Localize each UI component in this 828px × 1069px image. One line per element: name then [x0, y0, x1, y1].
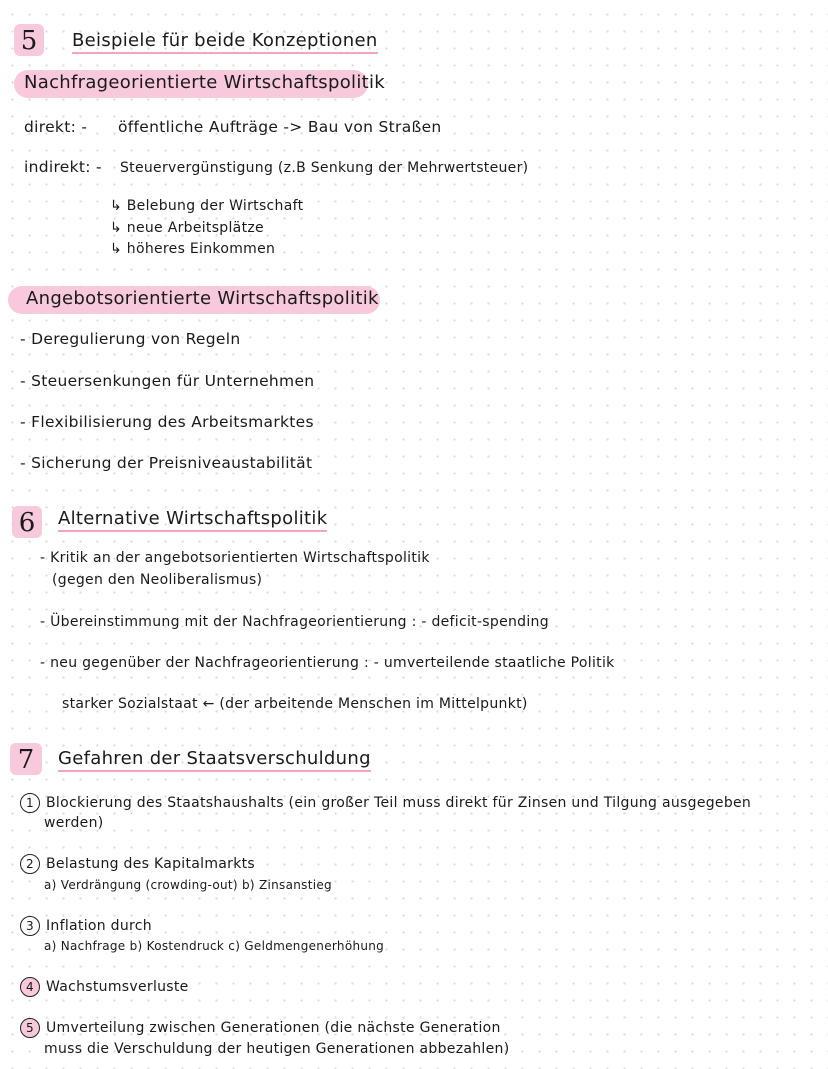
angebot-item: - Steuersenkungen für Unternehmen [20, 372, 315, 390]
number-circle: 2 [20, 854, 40, 874]
section-number-5: 5 [14, 24, 44, 56]
angebot-item: - Deregulierung von Regeln [20, 330, 241, 348]
danger-line: Wachstumsverluste [46, 979, 189, 995]
angebot-item: - Sicherung der Preisniveaustabilität [20, 454, 313, 472]
danger-item [20, 977, 189, 997]
danger-line: a) Nachfrage b) Kostendruck c) Geldmengenerhöhung [44, 939, 385, 953]
arrow-item: ↳ höheres Einkommen [110, 241, 276, 257]
danger-item [20, 854, 255, 874]
section-number-6: 6 [12, 506, 42, 538]
alt-item: - neu gegenüber der Nachfrageorientierung : - umverteilende staatliche Politik [40, 655, 615, 671]
alt-item: - Kritik an der angebotsorientierten Wirtschaftspolitik [40, 550, 430, 566]
danger-line: Blockierung des Staatshaushalts (ein großer Teil muss direkt für Zinsen und Tilgung ausgegeben [46, 795, 752, 811]
arrow-item: ↳ neue Arbeitsplätze [110, 220, 264, 236]
danger-line: a) Verdrängung (crowding-out) b) Zinsanstieg [44, 878, 332, 892]
section-7-title: Gefahren der Staatsverschuldung [58, 748, 371, 772]
section-5-title: Beispiele für beide Konzeptionen [72, 30, 378, 54]
arrow-item: ↳ Belebung der Wirtschaft [110, 198, 304, 214]
number-circle: 5 [20, 1018, 40, 1038]
danger-item [20, 1018, 501, 1038]
section-6-title: Alternative Wirtschaftspolitik [58, 508, 327, 532]
danger-item [20, 916, 152, 936]
direkt-text: öffentliche Aufträge -> Bau von Straßen [118, 118, 442, 136]
danger-item [20, 793, 751, 813]
angebot-item: - Flexibilisierung des Arbeitsmarktes [20, 413, 314, 431]
danger-line: Inflation durch [46, 918, 152, 934]
alt-item: - Übereinstimmung mit der Nachfrageorientierung : - deficit-spending [40, 614, 549, 630]
danger-line: werden) [44, 815, 104, 831]
angebot-heading: Angebotsorientierte Wirtschaftspolitik [26, 288, 379, 309]
direkt-label: direkt: - [24, 118, 88, 136]
danger-line: Umverteilung zwischen Generationen (die nächste Generation [46, 1020, 501, 1036]
section-number-7: 7 [10, 743, 42, 775]
number-circle: 3 [20, 916, 40, 936]
nachfrage-heading: Nachfrageorientierte Wirtschaftspolitik [24, 72, 386, 93]
number-circle: 4 [20, 977, 40, 997]
danger-line: Belastung des Kapitalmarkts [46, 856, 256, 872]
number-circle: 1 [20, 793, 40, 813]
indirekt-label: indirekt: - [24, 158, 102, 176]
alt-item: starker Sozialstaat ← (der arbeitende Menschen im Mittelpunkt) [62, 696, 528, 712]
indirekt-text: Steuervergünstigung (z.B Senkung der Mehrwertsteuer) [120, 160, 529, 176]
alt-item: (gegen den Neoliberalismus) [52, 572, 263, 588]
danger-line: muss die Verschuldung der heutigen Generationen abbezahlen) [44, 1041, 510, 1057]
